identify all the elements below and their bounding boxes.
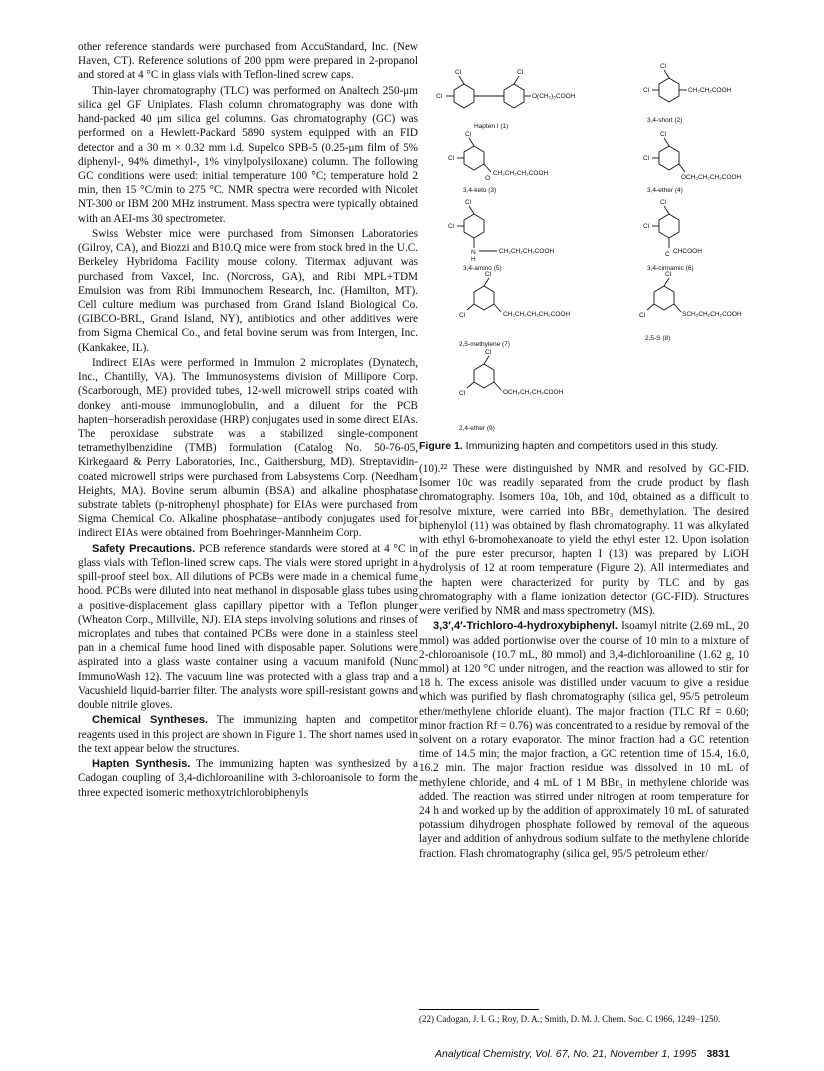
section-heading: 3,3′,4′-Trichloro-4-hydroxybiphenyl. [433,620,618,633]
cl-label: Cl [436,93,443,100]
paragraph-text: Isoamyl nitrite (2.69 mL, 20 mmol) was added portionwise over the course of 10 min to a mixture of 2-chloroanisole (10.7 mL, 80 mmol) and 3,4-dichloroaniline (1.62 g, 10 mmol) at 120 °C under nitrogen, and the reaction was allowed to stir for 18 h. The excess anisole was distilled under vacuum to give a residue which was purified by flash chromatography (silica gel, 95/5 petroleum ether/methylene chloride eluant). The major fraction (TLC Rf = 0.60; minor fraction Rf = 0.76) was concentrated to a residue by removal of the solvent on a rotary evaporator. The minor fraction had a GC retention time of 14.5 min; the major fraction, a GC retention time of 15.4, 16.0, 16.2 min. The major fraction residue was dissolved in 10 mL of methylene chloride, and 4 mL of 1 M BBr₃ in methylene chloride was added. The reaction was stirred under nitrogen at room temperature for 24 h and worked up by the addition of approximately 10 mL of saturated potassium dihydrogen phosphate followed by removal of the aqueous layer and addition of anhydrous sodium sulfate to the methylene chloride fraction. Flash chromatography (silica gel, 95/5 petroleum ether/ [419,620,750,860]
structure-label: 3,4-cinnamic (6) [647,265,694,272]
cl-label: Cl [465,131,472,138]
page-number: 3831 [706,1048,730,1060]
chain-label: CH₂CH₂COOH [688,87,732,94]
chain-label: SCH₂CH₂CH₂COOH [682,311,742,318]
section-heading: Safety Precautions. [92,542,196,555]
paragraph [78,757,418,800]
structure-label: Hapten I (1) [474,123,509,130]
chain-label: CH₂CH₂CH₂COOH [499,248,555,255]
paragraph-text: other reference standards were purchased from AccuStandard, Inc. (New Haven, CT). Reference solutions of 200 ppm were prepared in 2-propanol and stored at 4 °C in glass vials with Teflon-lined screw caps. [78,41,418,82]
paragraph-text: Thin-layer chromatography (TLC) was performed on Analtech 250-μm silica gel GF Uniplates. Flash column chromatography was done with hand-packed 40 μm silica gel columns. Gas chromatography (GC) was performed on a Hewlett-Packard 5890 system equipped with an FID detector and a 30 m × 0.32 mm i.d. Supelco SPB-5 (0.25-μm film of 5% diphenyl-, 94% dimethyl-, 1% vinylpolysiloxane) column. The following GC conditions were used: initial temperature 100 °C; temperature hold 2 min, then 15 °C/min to 275 °C. NMR spectra were recorded with Nicolet NT-300 or IBM 200 MHz instrument. Mass spectra were typically obtained with an AEI-ms 30 spectrometer. [78,84,418,225]
footnote-rule [419,1009,539,1010]
chain-label: CHCOOH [673,248,702,255]
paragraph-text: PCB reference standards were stored at 4 °C in glass vials with Teflon-lined screw caps. The vials were stored upright in a spill-proof steel box. All dilutions of PCBs were made in a chemical fume hood. PCBs were diluted into neat methanol in disposable glass tubes using a positive-displacement glass capillary pipettor with a Teflon plunger (Wheaton Corp., Millville, NJ). EIA steps involving solutions and rinses of microplates and tubes that contained PCBs were done in a stainless steel pan in a chemical fume hood lined with disposable paper. Solutions were aspirated into a glass waste container using a vacuum manifold (Nunc ImmunoWash 12). The vacuum line was protected with a glass trap and a Vacushield liquid-barrier filter. The analysts wore spill-resistant gowns and double nitrile gloves. [78,542,419,712]
figure-caption [419,440,759,452]
caption-label: Figure 1. [419,440,463,452]
paragraph-text: The immunizing hapten was synthesized by a Cadogan coupling of 3,4-dichloroaniline with 3-chloroanisole to form the three expected isomeric methoxytrichlorobiphenyls [78,758,419,799]
cl-label: Cl [465,199,472,206]
paragraph-text: The immunizing hapten and competitor reagents used in this project are shown in Figure 1. The short names used in the text appear below the structures. [78,714,418,755]
structure-label: 2,4-ether (9) [459,425,495,432]
paragraph [78,84,418,226]
cl-label: Cl [517,69,524,76]
paragraph [78,542,418,712]
cl-label: Cl [455,69,462,76]
structure-label: 3,4-ether (4) [647,187,683,194]
cl-label: Cl [485,349,492,356]
section-heading: Chemical Syntheses. [92,714,209,727]
paragraph-text: Swiss Webster mice were purchased from Simonsen Laboratories (Gilroy, CA), and Biozzi and B10.Q mice were from stock bred in the U.C. Berkeley Hybridoma Facility mouse colony. Titermax adjuvant was purchased from Vaxcel, Inc. (Norcross, GA), and Ribi MPL+TDM Emulsion was from Ribi Immunochem Research, Inc. (Hamilton, MT). Cell culture medium was purchased from Grand Island Biological Co. (GIBCO-BRL, Grand Island, NY), antibiotics and other additives were from Sigma Chemical Co., and fetal bovine serum was from Intergen, Inc. (Kankakee, IL). [78,228,418,354]
paragraph-text: Indirect EIAs were performed in Immulon 2 microplates (Dynatech, Inc., Chantilly, VA). The Immunosystems division of Millipore Corp. (Scarborough, ME) provided tubes, 12-well microwell strips coated with donkey anti-mouse immunoglobulin, and a diluent for the PCB hapten−horseradish peroxidase (HRP) conjugates used in some direct EIAs. The peroxidase substrate was a stabilized single-component tetramethylbenzidine (TMB) formulation (Catalog No. 50-76-05, Kirkegaard & Perry Laboratories, Inc., Gaithersburg, MD). Streptavidin-coated microwell strips were purchased from Labsystems Corp. (Needham Heights, MA). Bovine serum albumin (BSA) and alkaline phosphatase substrate tablets (p-nitrophenyl phosphate) for EIAs were purchased from Sigma Chemical Co. Alkaline phosphatase−antibody conjugates used for indirect EIAs were obtained from Boehringer-Mannheim Corp. [78,357,418,540]
paragraph [419,462,749,618]
left-column [78,40,418,801]
cl-label: Cl [459,390,466,397]
cl-label: Cl [660,131,667,138]
paragraph [78,40,418,83]
cl-label: Cl [665,271,672,278]
chain-label: CH₂CH₂CH₂COOH [493,170,549,177]
cl-label: Cl [643,223,650,230]
ring [504,84,524,108]
figure-1 [419,40,759,460]
structures-svg [419,40,759,450]
paragraph [419,619,749,860]
footnote: (22) Cadogan, J. I. G.; Roy, D. A.; Smith, D. M. J. Chem. Soc. C 1966, 1249−1250. [419,1014,721,1024]
c-label: C [665,251,670,258]
chain-label: CH₂CH₂CH₂CH₂COOH [503,311,571,318]
paragraph [78,713,418,756]
cl-label: Cl [639,312,646,319]
structure-label: 3,4-amino (5) [463,265,502,272]
ring [454,84,474,108]
paragraph-text: (10).²² These were distinguished by NMR and resolved by GC-FID. Isomer 10c was readily separated from the crude product by flash chromatography. Isomers 10a, 10b, and 10d, obtained as a difficult to resolve mixture, were carried into BBr₃ demethylation. The desired biphenylol (11) was obtained by flash chromatography. 11 was alkylated with ethyl 6-bromohexanoate to yield the ethyl ester 12. Upon isolation of the pure ester precursor, hapten I (13) was prepared by LiOH hydrolysis of 12 at room temperature (Figure 2). All intermediates and the hapten were characterized for purity by TLC and by gas chromatography with a flame ionization detector (GC-FID). Structures were verified by NMR and mass spectrometry (MS). [419,463,749,618]
structure-label: 2,5-S (8) [645,335,671,342]
cl-label: Cl [448,223,455,230]
cl-label: Cl [485,271,492,278]
paragraph [78,356,418,541]
paragraph [78,227,418,355]
structure-label: 3,4-short (2) [647,117,683,124]
page-footer [435,1048,750,1060]
cl-label: Cl [459,312,466,319]
cl-label: Cl [660,199,667,206]
cl-label: Cl [448,155,455,162]
section-heading: Hapten Synthesis. [92,758,191,771]
caption-text: Immunizing hapten and competitors used in this study. [462,440,719,452]
structure-label: 2,5-methylene (7) [459,341,510,348]
chain-label: OCH₂CH₂CH₂COOH [503,389,564,396]
cl-label: Cl [660,63,667,70]
chain-label: O(CH₂)₅COOH [532,93,576,100]
h-label: H [471,256,476,263]
o-label: O [485,175,491,182]
cl-label: Cl [643,87,650,94]
structure-label: 3,4-keto (3) [463,187,497,194]
cl-label: Cl [643,155,650,162]
right-column [419,462,749,862]
journal-citation: Analytical Chemistry, Vol. 67, No. 21, November 1, 1995 [435,1048,697,1060]
chain-label: OCH₂CH₂CH₂COOH [681,174,742,181]
n-label: N [471,249,476,256]
